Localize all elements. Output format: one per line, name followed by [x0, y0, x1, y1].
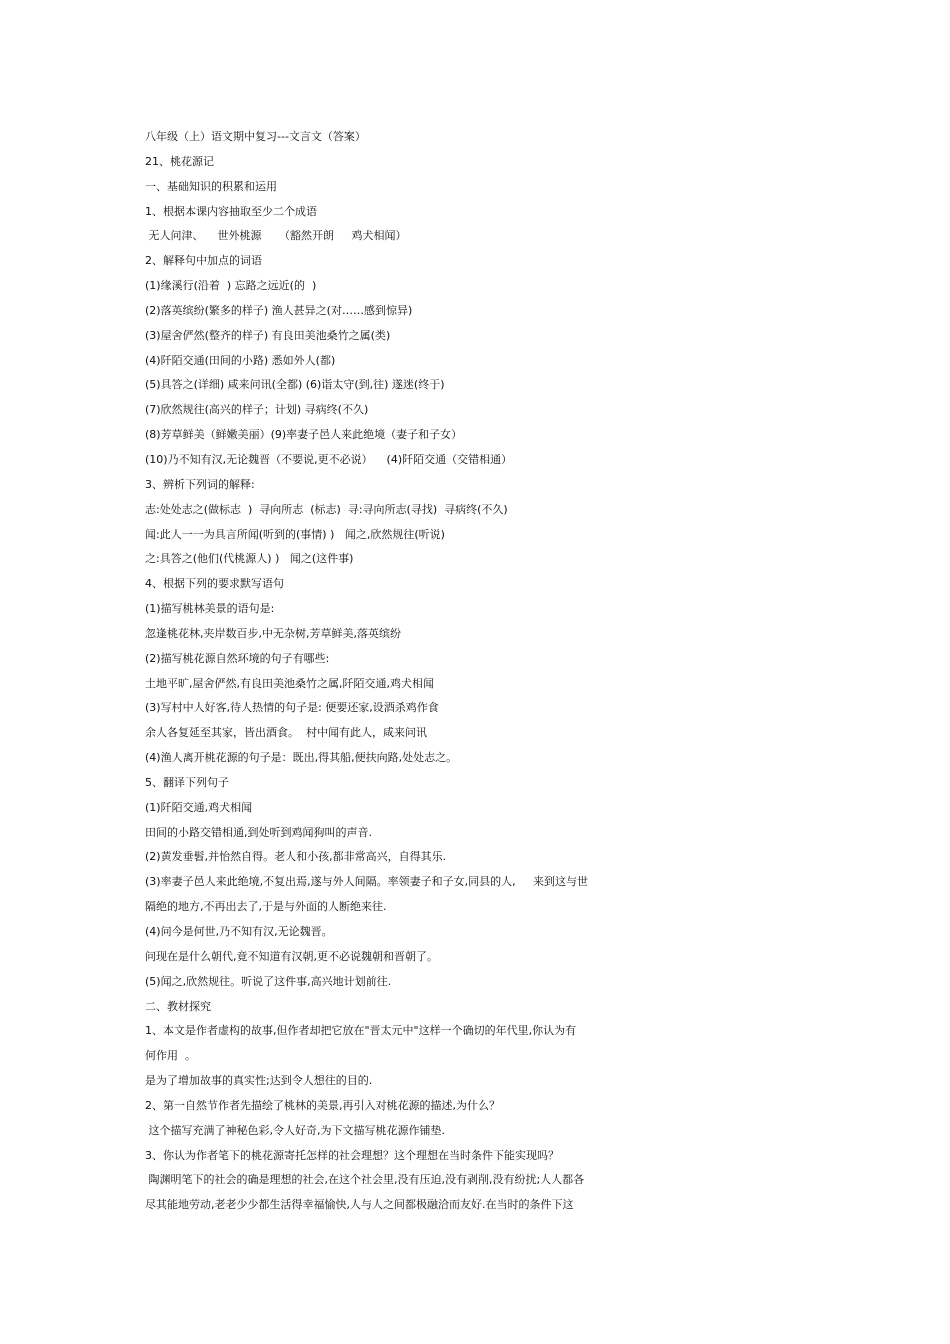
text-line: 一、基础知识的积累和运用: [145, 179, 277, 193]
text-line: 问现在是什么朝代,竟不知道有汉朝,更不必说魏朝和晋朝了。: [145, 949, 438, 963]
text-line: (2)落英缤纷(繁多的样子) 渔人甚异之(对……感到惊异): [145, 303, 413, 317]
text-line: 3、辨析下列词的解释:: [145, 477, 255, 491]
text-line: 是为了增加故事的真实性;达到令人想往的目的.: [145, 1074, 373, 1088]
text-line: 闻:此人一一为具言所闻(听到的(事情) ) 闻之,欣然规往(听说): [145, 527, 445, 541]
text-line: 志:处处志之(做标志 ) 寻向所志 (标志) 寻:寻向所志(寻找) 寻病终(不久): [145, 502, 508, 516]
text-line: 二、教材探究: [145, 999, 211, 1013]
text-line: 1、本文是作者虚构的故事,但作者却把它放在"晋太元中"这样一个确切的年代里,你认为有: [145, 1024, 577, 1038]
document-body: [145, 125, 815, 1218]
text-line: (5)闻之,欣然规往。听说了这件事,高兴地计划前往.: [145, 974, 392, 988]
text-line: (4)问今是何世,乃不知有汉,无论魏晋。: [145, 925, 333, 938]
text-line: (2)黄发垂髫,并怡然自得。老人和小孩,都非常高兴，自得其乐.: [145, 850, 447, 864]
text-line: 隔绝的地方,不再出去了,于是与外面的人断绝来往.: [145, 900, 387, 914]
text-line: 5、翻译下列句子: [145, 775, 229, 789]
text-line: (5)具答之(详细) 咸来问讯(全都) (6)诣太守(到,往) 遂迷(终于): [145, 378, 445, 392]
text-line: (8)芳草鲜美（鲜嫩美丽）(9)率妻子邑人来此绝境（妻子和子女）: [145, 428, 463, 442]
text-line: (2)描写桃花源自然环境的句子有哪些:: [145, 651, 330, 665]
text-line: (1)描写桃林美景的语句是:: [145, 602, 275, 616]
text-line: 2、解释句中加点的词语: [145, 254, 262, 268]
text-line: 这个描写充满了神秘色彩,令人好奇,为下文描写桃花源作铺垫.: [145, 1123, 445, 1137]
text-line: (1)阡陌交通,鸡犬相闻: [145, 800, 253, 814]
text-line: (4)渔人离开桃花源的句子是：既出,得其船,便扶向路,处处志之。: [145, 751, 458, 765]
text-line: 余人各复延至其家，皆出酒食。 村中闻有此人，咸来问讯: [145, 726, 427, 740]
text-line: 3、你认为作者笔下的桃花源寄托怎样的社会理想？这个理想在当时条件下能实现吗？: [145, 1148, 559, 1162]
text-line: 尽其能地劳动,老老少少都生活得幸福愉快,人与人之间都极融洽而友好.在当时的条件下这: [145, 1198, 574, 1212]
text-line: 4、根据下列的要求默写语句: [145, 577, 284, 591]
text-line: 土地平旷,屋舍俨然,有良田美池桑竹之属,阡陌交通,鸡犬相闻: [145, 676, 434, 690]
text-line: 何作用 。: [145, 1049, 196, 1063]
text-line: 无人问津、 世外桃源 （豁然开朗 鸡犬相闻）: [145, 229, 407, 243]
text-line: 忽逢桃花林,夹岸数百步,中无杂树,芳草鲜美,落英缤纷: [145, 626, 401, 640]
text-line: 八年级（上）语文期中复习---文言文（答案）: [145, 130, 366, 143]
text-line: 2、第一自然节作者先描绘了桃林的美景,再引入对桃花源的描述,为什么？: [145, 1098, 500, 1112]
text-line: (3)屋舍俨然(整齐的样子) 有良田美池桑竹之属(类): [145, 328, 391, 342]
text-line: 之:具答之(他们(代桃源人) ) 闻之(这件事): [145, 552, 354, 566]
text-line: 田间的小路交错相通,到处听到鸡闻狗叫的声音.: [145, 825, 372, 839]
text-line: (10)乃不知有汉,无论魏晋（不要说,更不必说） (4)阡陌交通（交错相通）: [145, 452, 513, 466]
text-line: (1)缘溪行(沿着 ) 忘路之远近(的 ): [145, 279, 317, 293]
text-line: (4)阡陌交通(田间的小路) 悉如外人(都): [145, 353, 336, 367]
text-line: 21、桃花源记: [145, 154, 214, 168]
text-line: (7)欣然规往(高兴的样子；计划) 寻病终(不久): [145, 403, 369, 417]
text-line: (3)率妻子邑人来此绝境,不复出焉,遂与外人间隔。率领妻子和子女,同县的人, 来到这与世: [145, 875, 589, 889]
text-line: 1、根据本课内容抽取至少二个成语: [145, 204, 317, 218]
text-line: (3)写村中人好客,待人热情的句子是: 便要还家,设酒杀鸡作食: [145, 701, 439, 715]
text-line: 陶渊明笔下的社会的确是理想的社会,在这个社会里,没有压迫,没有剥削,没有纷扰;人人都各: [145, 1173, 585, 1187]
